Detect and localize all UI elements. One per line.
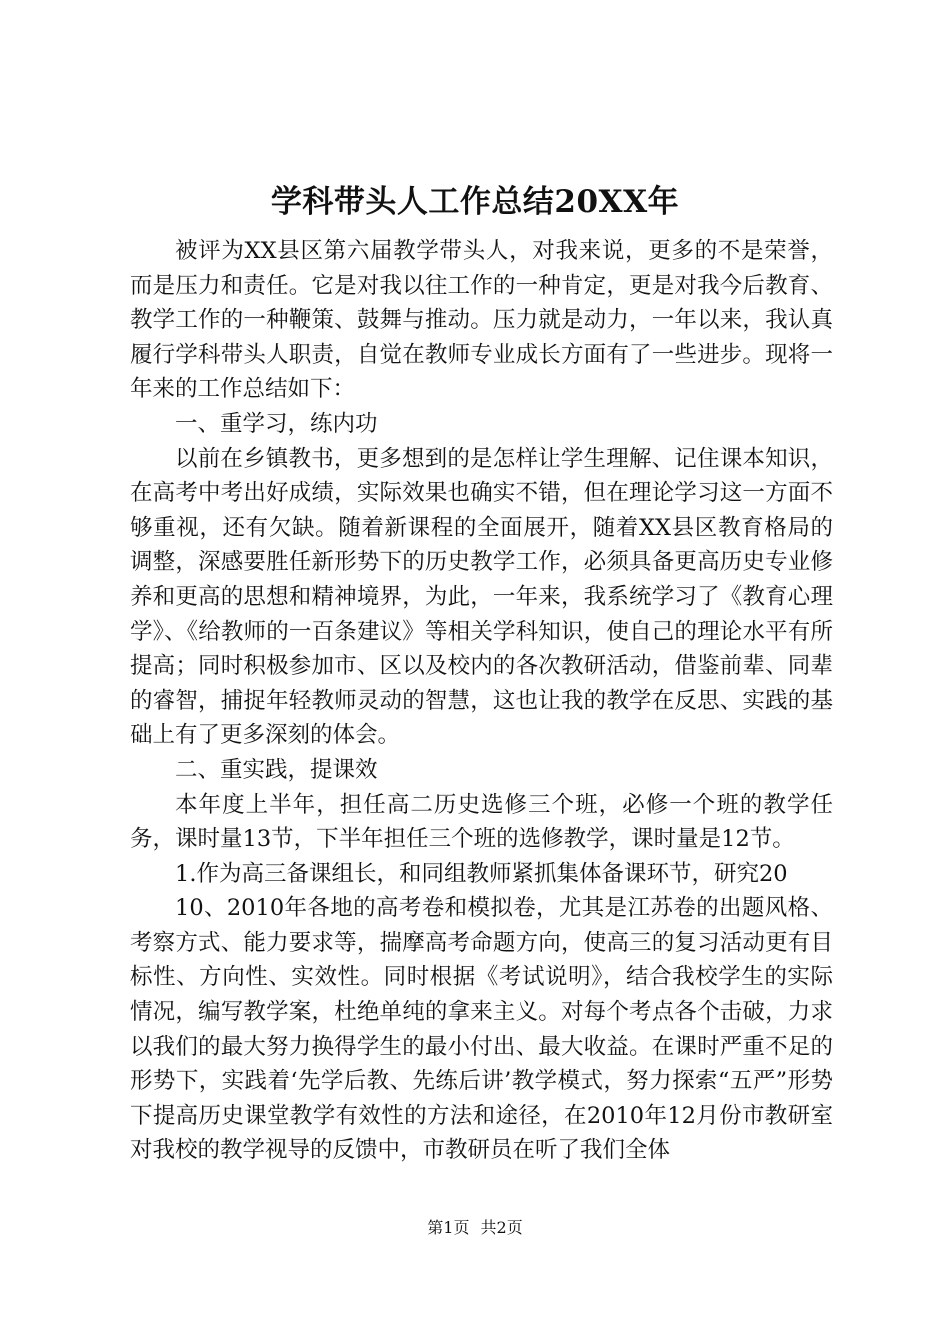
document-body <box>130 234 833 1168</box>
section-heading-1: 一、重学习，练内功 <box>175 410 378 437</box>
page-number-total: 共2页 <box>480 1218 523 1237</box>
paragraph-intro: 被评为XX县区第六届教学带头人，对我来说，更多的不是荣誉，而是压力和责任。它是对我以往工作的一种肯定，更是对我今后教育、教学工作的一种鞭策、鼓舞与推动。压力就是动力，一年以来，我认真履行学科带头人职责，自觉在教师专业成长方面有了一些进步。现将一年来的工作总结如下： <box>130 238 833 403</box>
page-footer <box>0 1218 950 1238</box>
paragraph-workload: 本年度上半年，担任高二历史选修三个班，必修一个班的教学任务，课时量13节，下半年担任三个班的选修教学，课时量是12节。 <box>130 791 833 853</box>
paragraph-item-1: 1.作为高三备课组长，和同组教师紧抓集体备课环节，研究20 <box>175 860 788 887</box>
section-heading-2: 二、重实践，提课效 <box>175 756 378 783</box>
page-number-current: 第1页 <box>427 1218 470 1237</box>
document-title: 学科带头人工作总结20XX年 <box>270 184 680 220</box>
paragraph-study: 以前在乡镇教书，更多想到的是怎样让学生理解、记住课本知识，在高考中考出好成绩，实际效果也确实不错，但在理论学习这一方面不够重视，还有欠缺。随着新课程的全面展开，随着XX县区教育格局的调整，深感要胜任新形势下的历史教学工作，必须具备更高历史专业修养和更高的思想和精神境界，为此，一年来，我系统学习了《教育心理学》、《给教师的一百条建议》等相关学科知识，使自己的理论水平有所提高；同时积极参加市、区以及校内的各次教研活动，借鉴前辈、同辈的睿智，捕捉年轻教师灵动的智慧，这也让我的教学在反思、实践的基础上有了更多深刻的体会。 <box>130 445 833 749</box>
paragraph-exam-research: 10、2010年各地的高考卷和模拟卷，尤其是江苏卷的出题风格、考察方式、能力要求等，揣摩高考命题方向，使高三的复习活动更有目标性、方向性、实效性。同时根据《考试说明》，结合我校学生的实际情况，编写教学案，杜绝单纯的拿来主义。对每个考点各个击破，力求以我们的最大努力换得学生的最小付出、最大收益。在课时严重不足的形势下，实践着‘先学后教、先练后讲’教学模式，努力探索“五严”形势下提高历史课堂教学有效性的方法和途径，在2010年12月份市教研室对我校的教学视导的反馈中，市教研员在听了我们全体 <box>130 895 833 1164</box>
